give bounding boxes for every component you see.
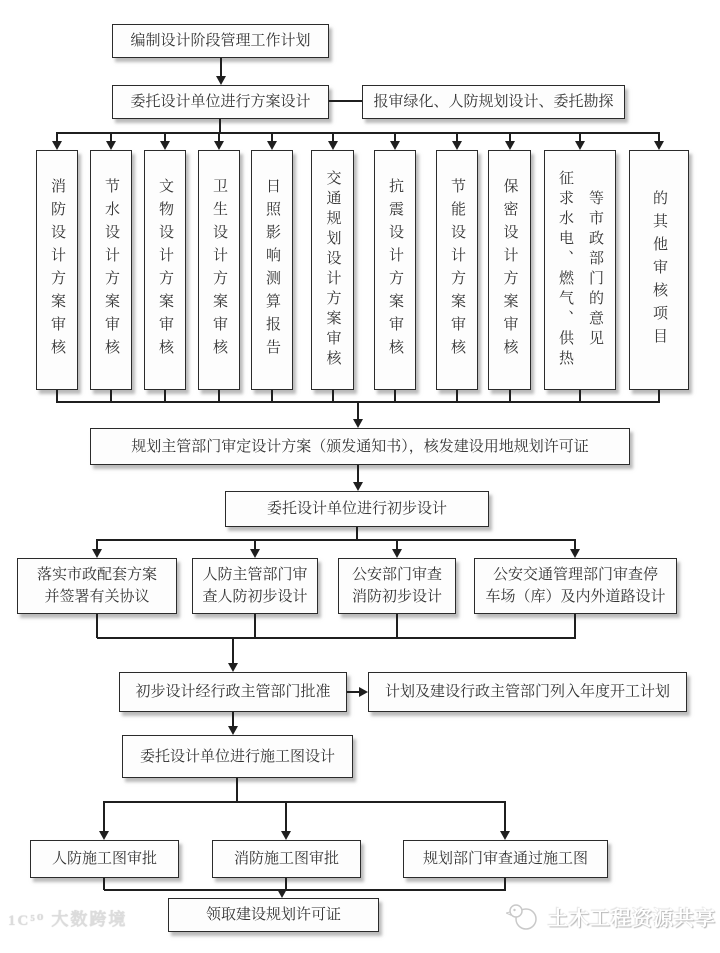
connector (347, 691, 359, 693)
box-line2: 消防初步设计 (351, 589, 442, 605)
connector (254, 539, 256, 549)
review-box-other-items (629, 150, 689, 390)
connector (220, 58, 222, 76)
arrow-down-icon (575, 141, 585, 150)
connector (104, 889, 506, 891)
review-box-water-saving (90, 150, 132, 390)
box-annual-plan (368, 672, 687, 712)
connector (236, 778, 238, 802)
box-line2: 并签署有关协议 (44, 589, 150, 605)
arrow-down-icon (328, 141, 338, 150)
review-box-fire (36, 150, 78, 390)
arrow-down-icon (392, 549, 402, 558)
connector (232, 712, 234, 726)
arrow-down-icon (452, 141, 462, 150)
watermark-left-text: 大数跨境 (51, 910, 128, 929)
arrow-right-icon (359, 687, 368, 697)
connector (96, 614, 98, 638)
box-civil-defense-review (192, 558, 318, 614)
arrow-down-icon (390, 141, 400, 150)
box-plan (112, 24, 329, 58)
box-annual-plan-label: 计划及建设行政主管部门列入年度开工计划 (384, 684, 670, 700)
arrow-down-icon (570, 549, 580, 558)
review-box-label-col1: 征求水电、燃气、供热 (557, 170, 573, 370)
review-box-label: 的其他审核项目 (651, 189, 667, 351)
box-construction-drawing-label: 委托设计单位进行施工图设计 (139, 748, 335, 765)
arrow-down-icon (228, 726, 238, 735)
arrow-down-icon (500, 831, 510, 840)
connector (232, 639, 234, 663)
arrow-down-icon (250, 549, 260, 558)
arrow-down-icon (353, 419, 363, 428)
arrow-down-icon (160, 141, 170, 150)
connector (357, 465, 359, 482)
box-plan-label: 编制设计阶段管理工作计划 (130, 33, 311, 49)
connector (97, 539, 576, 541)
box-civil-defense-drawing (30, 840, 179, 878)
arrow-down-icon (654, 141, 664, 150)
review-box-traffic (311, 150, 354, 390)
box-preliminary-approval (119, 672, 347, 712)
box-planning-drawing-label: 规划部门审查通过施工图 (422, 851, 588, 867)
arrow-down-icon (99, 831, 109, 840)
arrow-down-icon (52, 141, 62, 150)
bird-logo-icon (506, 900, 542, 932)
box-approve-scheme-label: 规划主管部门审定设计方案（颁发通知书），核发建设用地规划许可证 (131, 438, 589, 455)
box-fire-drawing (212, 840, 361, 878)
connector (57, 132, 659, 134)
review-box-label: 文物设计方案审核 (157, 178, 173, 362)
box-preliminary-design (225, 491, 489, 527)
box-civil-defense-drawing-label: 人防施工图审批 (51, 851, 157, 867)
box-preliminary-approval-label: 初步设计经行政主管部门批准 (135, 684, 331, 700)
arrow-down-icon (214, 141, 224, 150)
box-line2: 车场（库）及内外道路设计 (485, 589, 666, 605)
box-scheme-design (112, 85, 329, 119)
box-line2: 查人防初步设计 (202, 589, 308, 605)
review-box-cultural-relics (144, 150, 186, 390)
arrow-down-icon (92, 549, 102, 558)
watermark-right (506, 900, 716, 932)
box-line1: 公安交通管理部门审查停 (492, 567, 658, 583)
connector (97, 637, 576, 639)
connector (254, 614, 256, 638)
connector (574, 539, 576, 549)
review-box-sunlight (251, 150, 293, 390)
arrow-down-icon (267, 141, 277, 150)
box-approve-scheme (90, 428, 630, 465)
box-fire-drawing-label: 消防施工图审批 (233, 851, 339, 867)
box-final-permit (168, 898, 379, 932)
connector (285, 801, 287, 831)
review-box-label: 保密设计方案审核 (501, 178, 518, 362)
box-police-fire-review (338, 558, 456, 614)
review-box-sanitation (198, 150, 240, 390)
connector (329, 100, 362, 102)
box-preliminary-design-label: 委托设计单位进行初步设计 (266, 501, 447, 517)
box-line1: 人防主管部门审 (202, 567, 308, 583)
box-construction-drawing (122, 735, 353, 778)
review-box-label: 卫生设计方案审核 (211, 178, 227, 362)
box-side-report-label: 报审绿化、人防规划设计、委托勘探 (373, 94, 614, 110)
review-box-label: 节水设计方案审核 (103, 178, 119, 362)
watermark-left (8, 905, 127, 930)
arrow-down-icon (228, 663, 238, 672)
box-traffic-police-review (474, 558, 677, 614)
connector (396, 539, 398, 549)
review-box-label: 交通规划设计方案审核 (324, 170, 341, 370)
arrow-down-icon (505, 141, 515, 150)
review-box-label: 节能设计方案审核 (449, 178, 465, 362)
box-municipal-support (17, 558, 177, 614)
arrow-down-icon (106, 141, 116, 150)
box-scheme-design-label: 委托设计单位进行方案设计 (130, 94, 311, 110)
review-box-label: 日照影响测算报告 (264, 178, 280, 362)
connector (357, 403, 359, 419)
arrow-down-icon (281, 831, 291, 840)
review-box-energy (436, 150, 478, 390)
connector (504, 801, 506, 831)
arrow-down-icon (216, 76, 226, 85)
connector (96, 539, 98, 549)
connector (104, 801, 506, 803)
arrow-down-icon (277, 889, 287, 898)
box-planning-drawing (403, 840, 608, 878)
connector (103, 801, 105, 831)
review-box-confidential (488, 150, 531, 390)
watermark-left-logo: 1C⁵⁰ (8, 913, 46, 929)
review-box-label: 消防设计方案审核 (49, 178, 65, 362)
review-box-label-col2: 等市政部门的意见 (587, 190, 603, 350)
review-box-municipal-opinions (544, 150, 616, 390)
connector (574, 614, 576, 638)
arrow-down-icon (353, 482, 363, 491)
box-side-report (362, 85, 625, 119)
review-box-label: 抗震设计方案审核 (387, 178, 403, 362)
box-line1: 公安部门审查 (351, 567, 442, 583)
connector (396, 614, 398, 638)
review-box-seismic (374, 150, 416, 390)
box-line1: 落实市政配套方案 (36, 567, 157, 583)
watermark-right-text: 土木工程资源共享 (548, 907, 716, 930)
box-final-permit-label: 领取建设规划许可证 (205, 907, 341, 923)
